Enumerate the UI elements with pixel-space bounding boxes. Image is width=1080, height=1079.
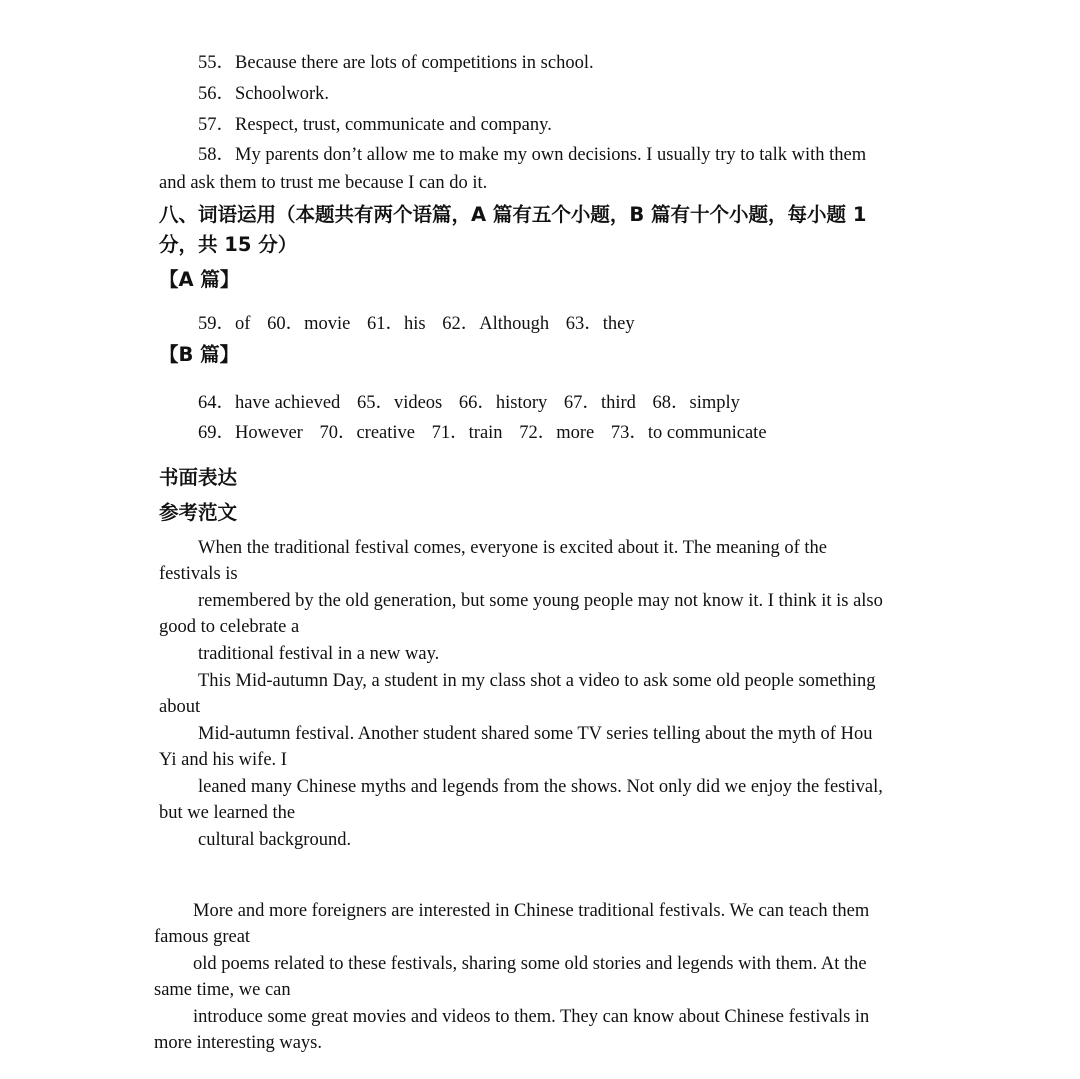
essay-line: festivals is: [159, 564, 238, 584]
answer-item: 64．have achieved: [198, 393, 341, 413]
answer-item: 73．to communicate: [610, 423, 767, 443]
section-b-label: 【B 篇】: [159, 343, 240, 366]
answer-text: Because there are lots of competitions in school.: [235, 53, 594, 73]
sample-essay-title: 参考范文: [159, 501, 238, 524]
essay-line: Mid-autumn festival. Another student shared some TV series telling about the myth of Hou: [198, 724, 873, 744]
answer-item: 70．creative: [319, 423, 416, 443]
essay-line: but we learned the: [159, 803, 296, 823]
answer-item: 63．they: [565, 314, 635, 334]
part8-title-line1: 八、词语运用（本题共有两个语篇，A 篇有五个小题，B 篇有十个小题，每小题 1: [159, 203, 867, 226]
essay-line: leaned many Chinese myths and legends from the shows. Not only did we enjoy the festival,: [198, 777, 883, 797]
answer-item: 72．more: [519, 423, 595, 443]
essay-line: remembered by the old generation, but some young people may not know it. I think it is also: [198, 591, 883, 611]
section-b-answers-row2: [198, 420, 767, 446]
answer-number: 58．: [198, 145, 236, 165]
writing-section-title: 书面表达: [159, 466, 238, 489]
essay-line: introduce some great movies and videos to them. They can know about Chinese festivals in: [193, 1007, 870, 1027]
answer-58-continuation: and ask them to trust me because I can do it.: [159, 173, 488, 193]
essay-line: traditional festival in a new way.: [198, 644, 440, 664]
answer-item: 62．Although: [442, 314, 550, 334]
essay-line: more interesting ways.: [154, 1033, 322, 1053]
answer-item: 67．third: [563, 393, 636, 413]
essay-line: This Mid-autumn Day, a student in my class shot a video to ask some old people something: [198, 671, 876, 691]
answer-item: 65．videos: [356, 393, 443, 413]
section-a-answers: [198, 311, 635, 337]
answer-item: 60．movie: [267, 314, 351, 334]
answer-item: 61．his: [366, 314, 426, 334]
answer-number: 55．: [198, 53, 236, 73]
answer-number: 57．: [198, 115, 236, 135]
essay-line: good to celebrate a: [159, 617, 300, 637]
essay-line: about: [159, 697, 201, 717]
answer-55: [198, 50, 594, 76]
answer-text: Respect, trust, communicate and company.: [235, 115, 552, 135]
section-a-label: 【A 篇】: [159, 268, 240, 291]
answer-text: Schoolwork.: [235, 84, 330, 104]
answer-58: [198, 142, 866, 168]
answer-item: 71．train: [431, 423, 503, 443]
answer-item: 59．of: [198, 314, 251, 334]
essay-line: Yi and his wife. I: [159, 750, 287, 770]
part8-title-line2: 分，共 15 分）: [159, 233, 298, 256]
section-b-answers-row1: [198, 390, 740, 416]
answer-item: 66．history: [458, 393, 548, 413]
essay-line: same time, we can: [154, 980, 291, 1000]
answer-57: [198, 112, 552, 138]
essay-line: When the traditional festival comes, everyone is excited about it. The meaning of the: [198, 538, 827, 558]
answer-item: 68．simply: [652, 393, 740, 413]
essay-line: More and more foreigners are interested in Chinese traditional festivals. We can teach them: [193, 901, 870, 921]
essay-line: cultural background.: [198, 830, 352, 850]
essay-line: famous great: [154, 927, 251, 947]
answer-text: My parents don’t allow me to make my own decisions. I usually try to talk with them: [235, 145, 867, 165]
essay-line: old poems related to these festivals, sharing some old stories and legends with them. At the: [193, 954, 867, 974]
answer-item: 69．However: [198, 423, 303, 443]
answer-56: [198, 81, 329, 107]
answer-number: 56．: [198, 84, 236, 104]
